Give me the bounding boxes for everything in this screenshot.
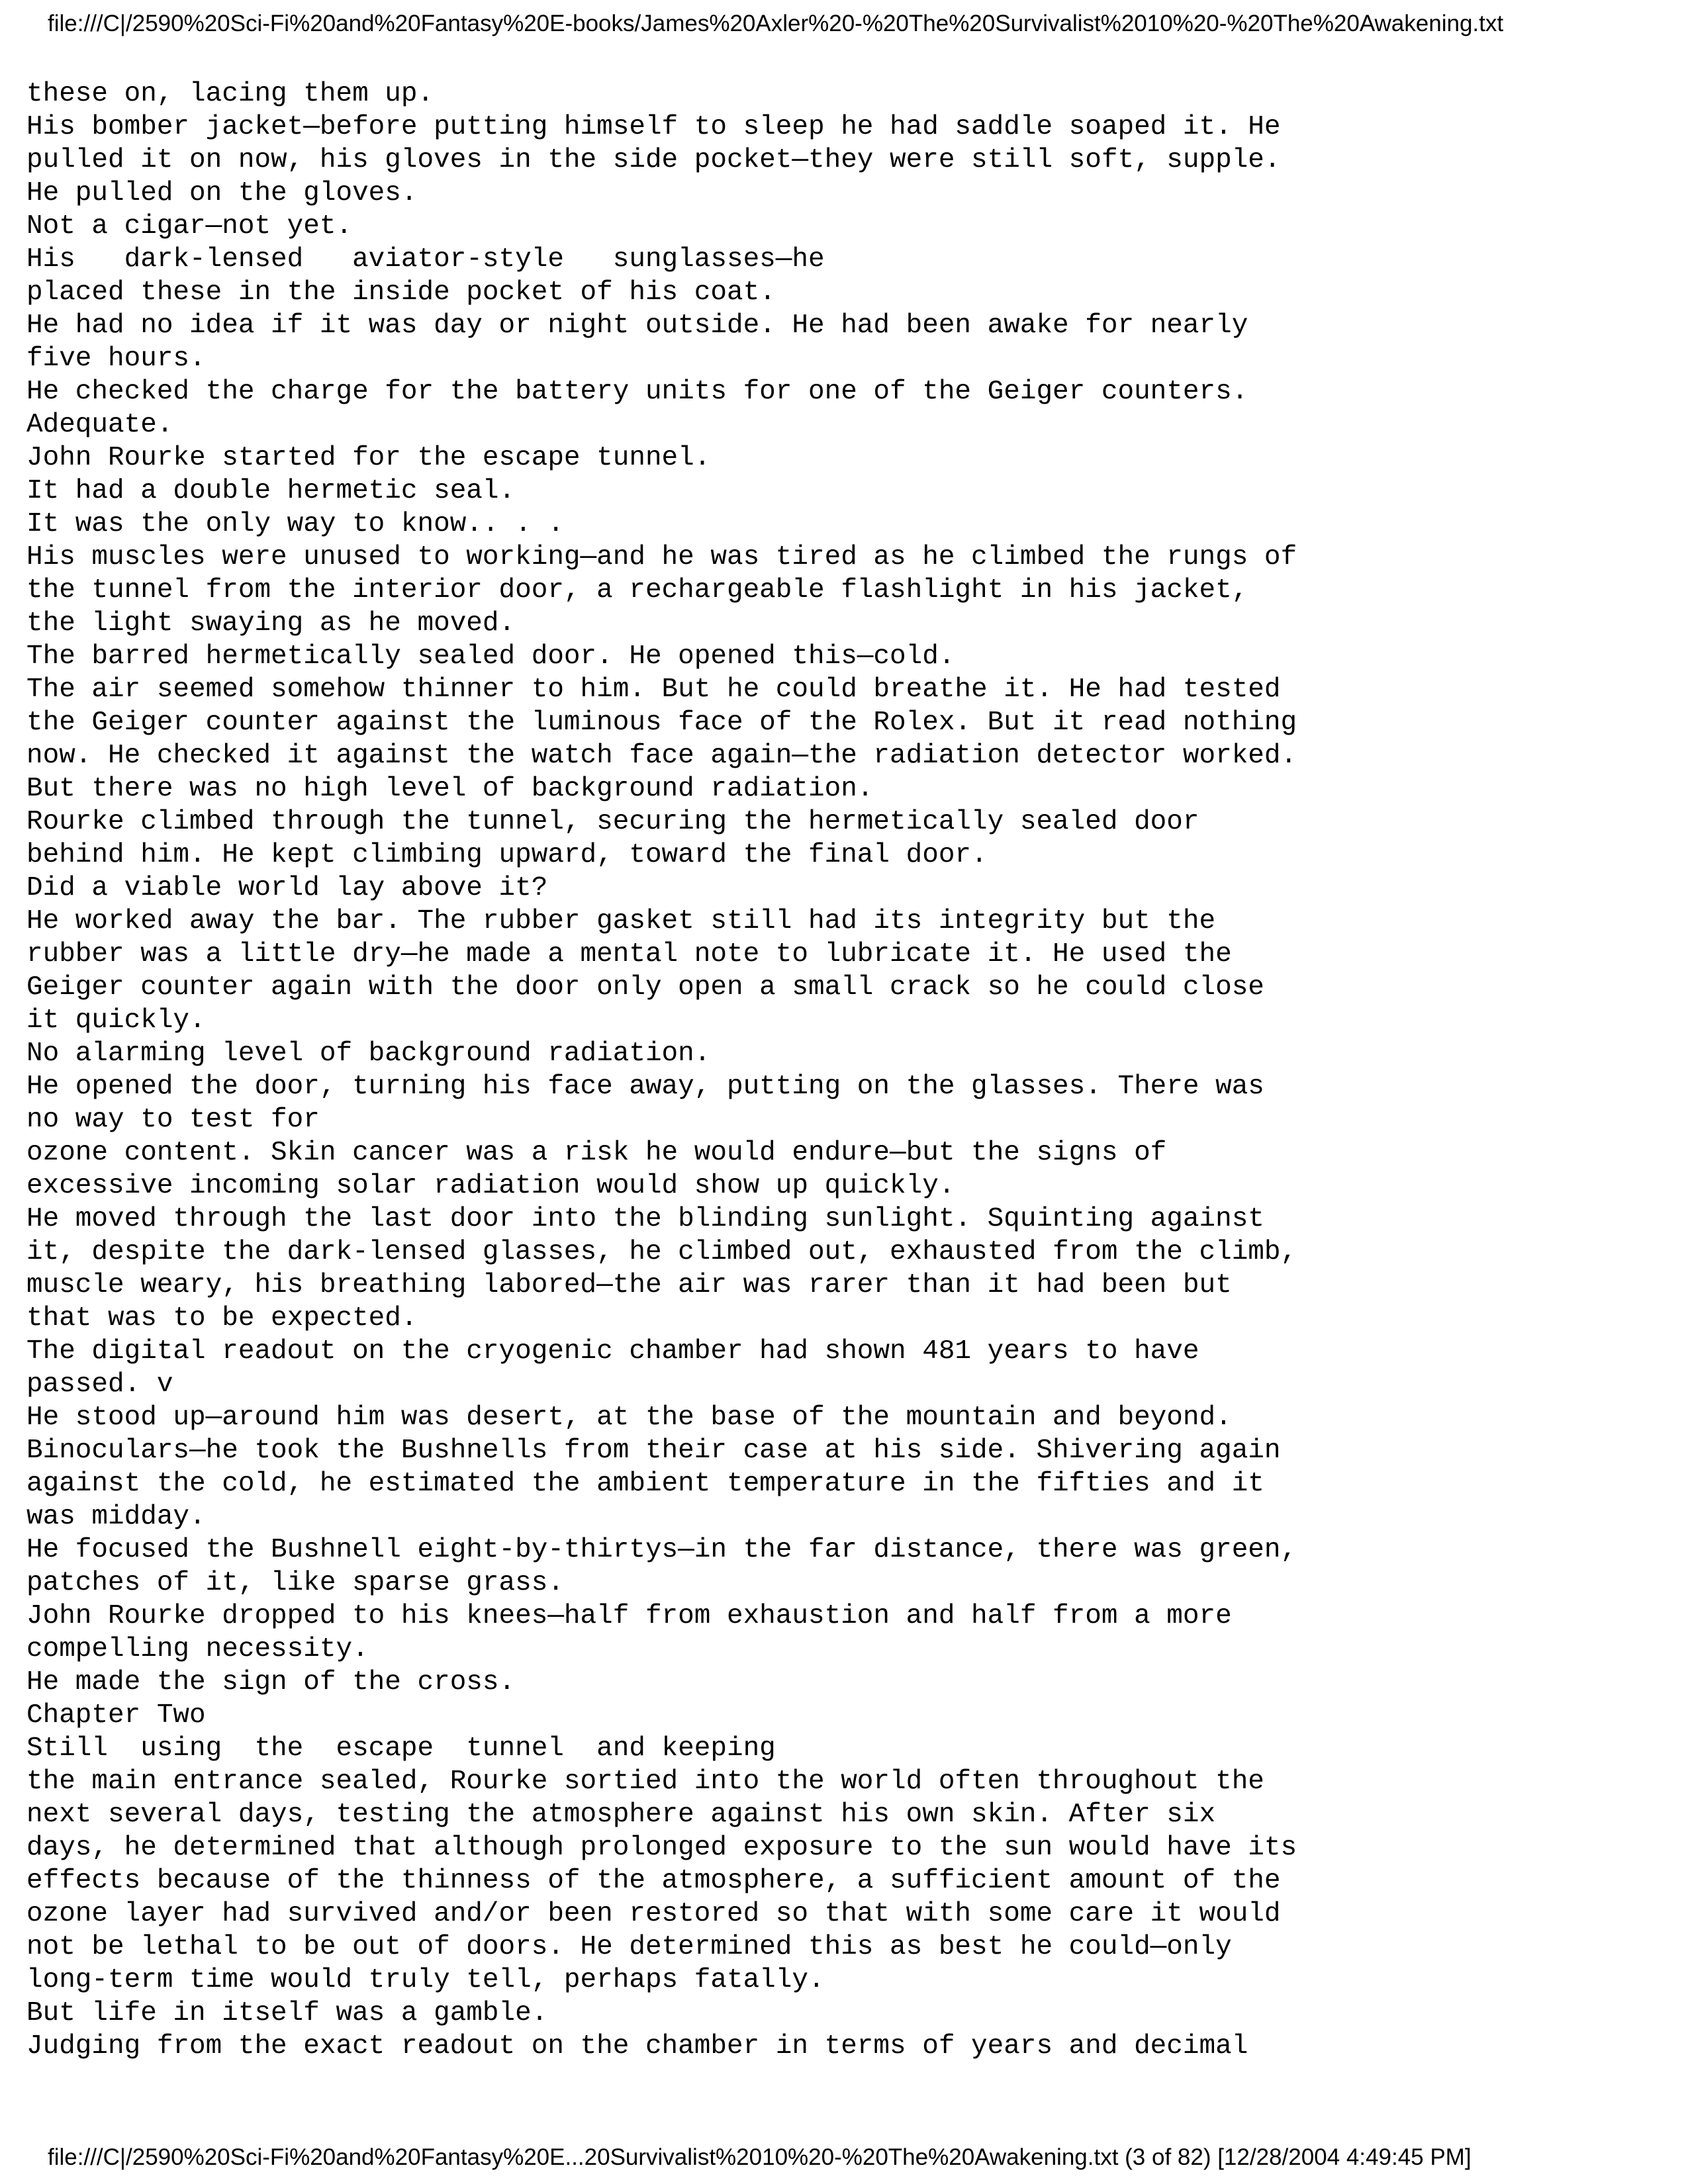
text-line: long-term time would truly tell, perhaps fatally. (26, 1965, 825, 1995)
text-line: passed. v (26, 1369, 173, 1400)
text-line: He made the sign of the cross. (26, 1667, 516, 1698)
text-line: placed these in the inside pocket of his coat. (26, 277, 776, 308)
text-line: five hours. (26, 343, 206, 374)
text-line: next several days, testing the atmosphere against his own skin. After six (26, 1799, 1216, 1830)
text-line: Adequate. (26, 410, 173, 440)
text-line: ozone layer had survived and/or been restored so that with some care it would (26, 1899, 1281, 1929)
text-line: His muscles were unused to working—and he was tired as he climbed the rungs of (26, 542, 1297, 572)
text-line: Judging from the exact readout on the chamber in terms of years and decimal (26, 2031, 1248, 2062)
text-line: John Rourke started for the escape tunnel. (26, 443, 711, 473)
page-footer-path: file:///C|/2590%20Sci-Fi%20and%20Fantasy%20E...20Survivalist%2010%20-%20The%20Awakening.txt (3 of 82) [12/28/2004 4:49:45 PM] (48, 2144, 1472, 2170)
text-line: now. He checked it against the watch face again—the radiation detector worked. (26, 741, 1297, 771)
text-line: Rourke climbed through the tunnel, securing the hermetically sealed door (26, 807, 1199, 837)
text-line: No alarming level of background radiation. (26, 1038, 711, 1069)
page-header-path: file:///C|/2590%20Sci-Fi%20and%20Fantasy%20E-books/James%20Axler%20-%20The%20Survivalist%2010%20-%20The%20Awakening.txt (48, 11, 1504, 36)
document-body (26, 77, 1668, 2063)
text-line: It had a double hermetic seal. (26, 476, 516, 506)
text-line: these on, lacing them up. (26, 79, 434, 109)
text-line: He checked the charge for the battery units for one of the Geiger counters. (26, 377, 1248, 407)
text-line: pulled it on now, his gloves in the side pocket—they were still soft, supple. (26, 145, 1281, 175)
text-line: that was to be expected. (26, 1303, 418, 1334)
text-line: But life in itself was a gamble. (26, 1998, 548, 2028)
text-line: it, despite the dark-lensed glasses, he climbed out, exhausted from the climb, (26, 1237, 1297, 1267)
text-line: Geiger counter again with the door only open a small crack so he could close (26, 972, 1264, 1003)
text-line: ozone content. Skin cancer was a risk he would endure—but the signs of (26, 1138, 1167, 1168)
text-line: was midday. (26, 1502, 206, 1532)
text-line: It was the only way to know.. . . (26, 509, 564, 539)
text-line: Binoculars—he took the Bushnells from their case at his side. Shivering again (26, 1435, 1281, 1466)
text-line: He moved through the last door into the blinding sunlight. Squinting against (26, 1204, 1264, 1234)
text-line: But there was no high level of background radiation. (26, 774, 874, 804)
text-line: not be lethal to be out of doors. He determined this as best he could—only (26, 1932, 1232, 1962)
text-line: He focused the Bushnell eight-by-thirtys—in the far distance, there was green, (26, 1535, 1297, 1565)
text-line: the light swaying as he moved. (26, 608, 516, 639)
text-line: John Rourke dropped to his knees—half from exhaustion and half from a more (26, 1601, 1232, 1631)
text-line: rubber was a little dry—he made a mental note to lubricate it. He used the (26, 939, 1232, 970)
text-line: Not a cigar—not yet. (26, 211, 353, 242)
text-line: The air seemed somehow thinner to him. But he could breathe it. He had tested (26, 674, 1281, 705)
text-line: He pulled on the gloves. (26, 178, 418, 208)
text-line: effects because of the thinness of the atmosphere, a sufficient amount of the (26, 1866, 1281, 1896)
text-line: He worked away the bar. The rubber gasket still had its integrity but the (26, 906, 1216, 936)
text-line: Still using the escape tunnel and keeping (26, 1733, 776, 1764)
text-line: compelling necessity. (26, 1634, 369, 1664)
text-line: His dark-lensed aviator-style sunglasses—he (26, 244, 825, 275)
text-line: The barred hermetically sealed door. He opened this—cold. (26, 641, 955, 672)
text-line: His bomber jacket—before putting himself to sleep he had saddle soaped it. He (26, 112, 1281, 142)
text-line: The digital readout on the cryogenic chamber had shown 481 years to have (26, 1336, 1199, 1367)
text-line: the main entrance sealed, Rourke sortied into the world often throughout the (26, 1766, 1264, 1797)
text-line: it quickly. (26, 1005, 206, 1036)
text-line: muscle weary, his breathing labored—the air was rarer than it had been but (26, 1270, 1232, 1300)
text-line: against the cold, he estimated the ambient temperature in the fifties and it (26, 1469, 1264, 1499)
text-line: He opened the door, turning his face away, putting on the glasses. There was (26, 1071, 1264, 1102)
text-line: Chapter Two (26, 1700, 206, 1731)
text-line: excessive incoming solar radiation would show up quickly. (26, 1171, 955, 1201)
text-line: days, he determined that although prolonged exposure to the sun would have its (26, 1833, 1297, 1863)
text-line: no way to test for (26, 1105, 320, 1135)
text-line: the tunnel from the interior door, a rechargeable flashlight in his jacket, (26, 575, 1248, 606)
text-line: He stood up—around him was desert, at the base of the mountain and beyond. (26, 1402, 1232, 1433)
text-line: behind him. He kept climbing upward, toward the final door. (26, 840, 988, 870)
text-line: Did a viable world lay above it? (26, 873, 548, 903)
text-line: the Geiger counter against the luminous face of the Rolex. But it read nothing (26, 707, 1297, 738)
text-line: patches of it, like sparse grass. (26, 1568, 564, 1598)
text-line: He had no idea if it was day or night outside. He had been awake for nearly (26, 310, 1248, 341)
